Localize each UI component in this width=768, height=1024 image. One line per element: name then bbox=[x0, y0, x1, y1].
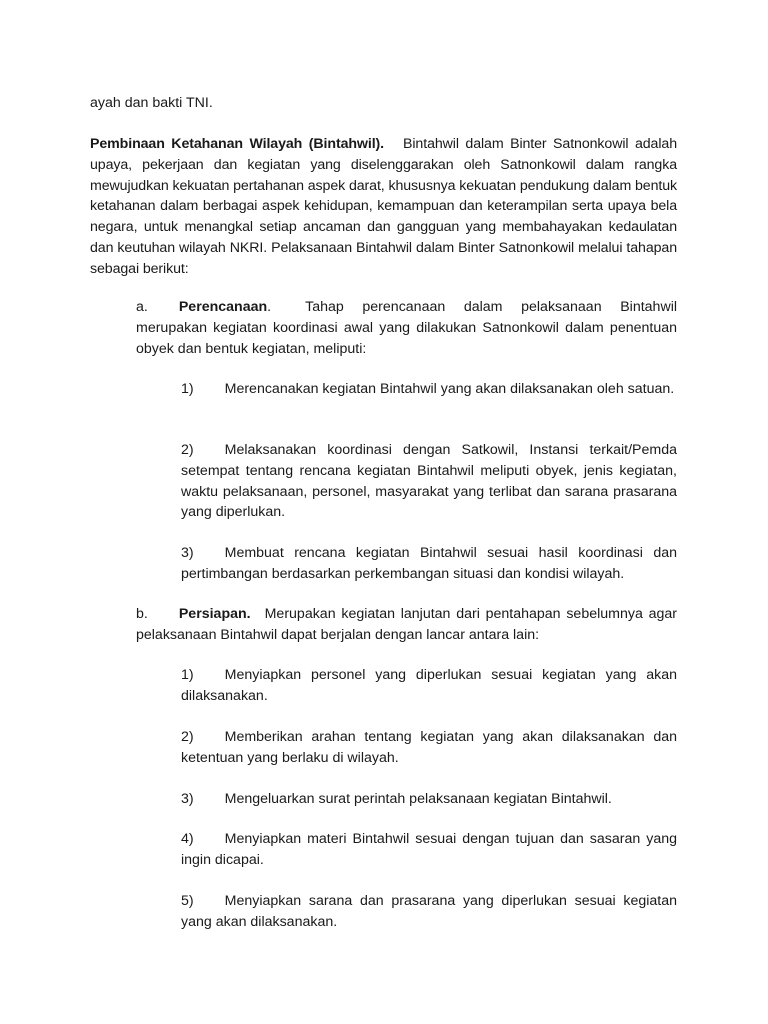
item-text: Merencanakan kegiatan Bintahwil yang akan dilaksanakan oleh satuan. bbox=[224, 381, 675, 397]
section-a-heading: Perencanaan bbox=[178, 299, 268, 315]
item-text: Menyiapkan materi Bintahwil sesuai dengan tujuan dan sasaran yang ingin dicapai. bbox=[181, 831, 677, 868]
item-number: 3) bbox=[181, 545, 194, 561]
item-text: Melaksanakan koordinasi dengan Satkowil, Instansi terkait/Pemda setempat tentang rencana kegiatan Bintahwil meliputi obyek, jenis kegiatan, waktu pelaksanaan, personel, masyarakat yang terlibat dan sarana prasarana yang diperlukan. bbox=[181, 442, 677, 521]
item-number: 1) bbox=[181, 381, 194, 397]
item-number: 3) bbox=[181, 791, 194, 807]
section-b-paragraph bbox=[136, 604, 677, 646]
item-number: 5) bbox=[181, 893, 194, 909]
section-a-letter: a. bbox=[136, 299, 148, 315]
section-a-item-2 bbox=[181, 440, 677, 523]
section-b-item-4 bbox=[181, 829, 677, 871]
top-line: ayah dan bakti TNI. bbox=[90, 95, 213, 111]
section-b-text: Merupakan kegiatan lanjutan dari pentahapan sebelumnya agar pelaksanaan Bintahwil dapat berjalan dengan lancar antara lain: bbox=[136, 606, 677, 643]
section-a-item-1 bbox=[181, 379, 677, 400]
section-b-item-2 bbox=[181, 727, 677, 769]
section-a-text: Tahap perencanaan dalam pelaksanaan Bintahwil merupakan kegiatan koordinasi awal yang dilakukan Satnonkowil dalam penentuan obyek dan bentuk kegiatan, meliputi: bbox=[136, 299, 677, 357]
section-a-heading-punct: . bbox=[267, 299, 272, 315]
item-text: Membuat rencana kegiatan Bintahwil sesuai hasil koordinasi dan pertimbangan berdasarkan perkembangan situasi dan kondisi wilayah. bbox=[181, 545, 677, 582]
section-a-item-3 bbox=[181, 543, 677, 585]
intro-text: Bintahwil dalam Binter Satnonkowil adalah upaya, pekerjaan dan kegiatan yang diselenggarakan oleh Satnonkowil dalam rangka mewujudkan kekuatan pertahanan aspek darat, khususnya kekuatan pendukung dalam bentuk ketahanan dalam berbagai aspek kehidupan, kemampuan dan keterampilan serta upaya bela negara, untuk menangkal setiap ancaman dan gangguan yang membahayakan kedaulatan dan keutuhan wilayah NKRI. Pelaksanaan Bintahwil dalam Binter Satnonkowil melalui tahapan sebagai berikut: bbox=[90, 136, 678, 277]
item-number: 1) bbox=[181, 667, 194, 683]
item-text: Menyiapkan sarana dan prasarana yang diperlukan sesuai kegiatan yang akan dilaksanakan. bbox=[181, 893, 677, 930]
item-text: Menyiapkan personel yang diperlukan sesuai kegiatan yang akan dilaksanakan. bbox=[181, 667, 677, 704]
section-b-item-5 bbox=[181, 891, 677, 933]
item-text: Mengeluarkan surat perintah pelaksanaan kegiatan Bintahwil. bbox=[224, 791, 612, 807]
section-b-letter: b. bbox=[136, 606, 148, 622]
item-number: 2) bbox=[181, 442, 194, 458]
section-b-heading: Persiapan. bbox=[178, 606, 251, 622]
item-text: Memberikan arahan tentang kegiatan yang akan dilaksanakan dan ketentuan yang berlaku di wilayah. bbox=[181, 729, 677, 766]
item-number: 4) bbox=[181, 831, 194, 847]
intro-heading: Pembinaan Ketahanan Wilayah (Bintahwil). bbox=[90, 136, 385, 152]
section-b-item-3 bbox=[181, 789, 677, 810]
section-a-paragraph bbox=[136, 297, 677, 359]
section-b-item-1 bbox=[181, 665, 677, 707]
intro-paragraph bbox=[90, 134, 677, 280]
item-number: 2) bbox=[181, 729, 194, 745]
